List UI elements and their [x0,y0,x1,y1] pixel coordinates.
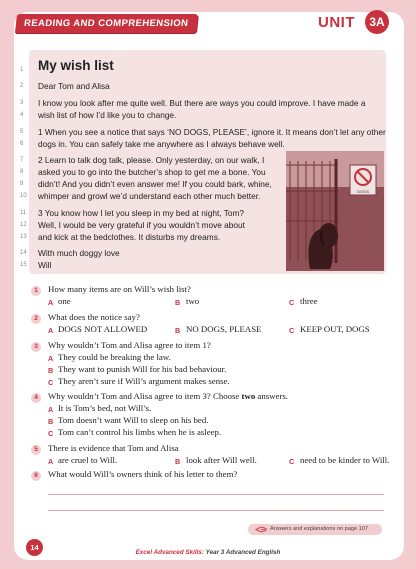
sign-text: DOGS [357,189,369,194]
option-text[interactable]: Tom doesn’t want Will to sleep on his bed. [58,415,209,425]
question-text-pre: Why wouldn’t Tom and Alisa agree to item 3? Choose [48,391,242,401]
unit-label: UNIT [318,14,355,31]
question-number: 3 [31,342,41,352]
line-number: 7 [20,157,24,163]
line-number: 2 [20,83,24,89]
dog-photo [286,151,384,271]
line-number: 11 [20,210,27,216]
line-number: 4 [20,112,24,118]
question-number: 5 [31,445,41,455]
answers-note [248,524,382,535]
passage-line: and kick at the bedclothes. It disturbs my dreams. [38,232,221,242]
passage-line: Well, I would be very grateful if you wouldn’t move about [38,220,245,230]
option-text[interactable]: KEEP OUT, DOGS [300,324,370,334]
passage-line: I know you look after me quite well. But there are ways you could improve. I have made a [38,98,366,108]
passage-line: whimper and growl we’d understand each other much better. [38,191,261,201]
passage-line: With much doggy love [38,248,120,258]
passage-line: 3 You know how I let you sleep in my bed at night, Tom? [38,208,245,218]
passage-line: Will [38,260,52,270]
option-text[interactable]: two [186,296,200,306]
option-letter[interactable]: B [175,457,181,466]
option-text[interactable]: need to be kinder to Will. [300,455,390,465]
option-letter[interactable]: B [48,417,54,426]
passage-line: wish list of how I’d like you to change. [38,110,177,120]
question-number: 2 [31,314,41,324]
question-text [48,391,288,401]
question-text: Why wouldn’t Tom and Alisa agree to item 1? [48,340,211,350]
option-text[interactable]: NO DOGS, PLEASE [186,324,262,334]
question-text: How many items are on Will’s wish list? [48,284,191,294]
question-text: What does the notice say? [48,312,140,322]
line-number: 6 [20,141,24,147]
option-text[interactable]: It is Tom’s bed, not Will’s. [58,403,152,413]
line-number: 12 [20,222,27,228]
option-letter[interactable]: A [48,298,54,307]
line-number: 14 [20,250,27,256]
option-text[interactable]: one [58,296,71,306]
page-number: 14 [26,539,43,556]
passage-line: Dear Tom and Alisa [38,81,110,91]
question-text: There is evidence that Tom and Alisa [48,443,179,453]
option-text[interactable]: Tom can’t control his limbs when he is asleep. [58,427,222,437]
option-letter[interactable]: B [175,298,181,307]
option-letter[interactable]: A [48,354,54,363]
pointing-hand-icon [255,526,267,533]
section-title: READING AND COMPREHENSION [15,14,198,33]
line-number: 8 [20,169,24,175]
passage-line: 1 When you see a notice that says ‘NO DOGS, PLEASE’, ignore it. It means don’t let any other [38,127,386,137]
option-text[interactable]: look after Will well. [186,455,257,465]
passage-title: My wish list [38,58,114,73]
line-number: 5 [20,129,24,135]
option-letter[interactable]: B [175,326,181,335]
option-letter[interactable]: B [48,366,54,375]
passage-line: 2 Learn to talk dog talk, please. Only yesterday, on our walk, I [38,155,265,165]
line-number: 10 [20,193,27,199]
question-number: 1 [31,286,41,296]
passage-line: asked you to go into the butcher’s shop to get me a bone. You [38,167,266,177]
option-text[interactable]: DOGS NOT ALLOWED [58,324,148,334]
footer [0,549,416,556]
question-text-post: answers. [255,391,288,401]
option-text[interactable]: They want to punish Will for his bad behaviour. [58,364,227,374]
option-letter[interactable]: C [48,378,54,387]
option-text[interactable]: are cruel to Will. [58,455,118,465]
option-text[interactable]: three [300,296,318,306]
line-number: 13 [20,234,27,240]
option-text[interactable]: They aren’t sure if Will’s argument makes sense. [58,376,230,386]
question-text-bold: two [241,391,256,401]
option-letter[interactable]: C [289,457,295,466]
question-text: What would Will’s owners think of his letter to them? [48,469,238,479]
option-text[interactable]: They could be breaking the law. [58,352,171,362]
option-letter[interactable]: C [289,298,295,307]
question-number: 6 [31,471,41,481]
unit-badge: 3A [365,10,389,34]
question-number: 4 [31,393,41,403]
option-letter[interactable]: C [48,429,54,438]
line-number: 3 [20,100,24,106]
answer-line[interactable] [48,510,384,511]
line-number: 1 [20,67,24,73]
line-number: 9 [20,181,24,187]
dog-photo-illustration [286,151,384,271]
answers-note-text: Answers and explanations on page 107 [270,526,368,532]
passage-line: didn’t! And you didn’t even answer me! If you could bark, whine, [38,179,272,189]
option-letter[interactable]: C [289,326,295,335]
passage-line: dogs in. You can safely take me anywhere as I always behave well. [38,139,285,149]
option-letter[interactable]: A [48,405,54,414]
footer-brand: Excel Advanced Skills: [135,549,204,556]
option-letter[interactable]: A [48,457,54,466]
option-letter[interactable]: A [48,326,54,335]
footer-title: Year 3 Advanced English [203,549,281,556]
line-number: 15 [20,262,27,268]
answer-line[interactable] [48,494,384,495]
